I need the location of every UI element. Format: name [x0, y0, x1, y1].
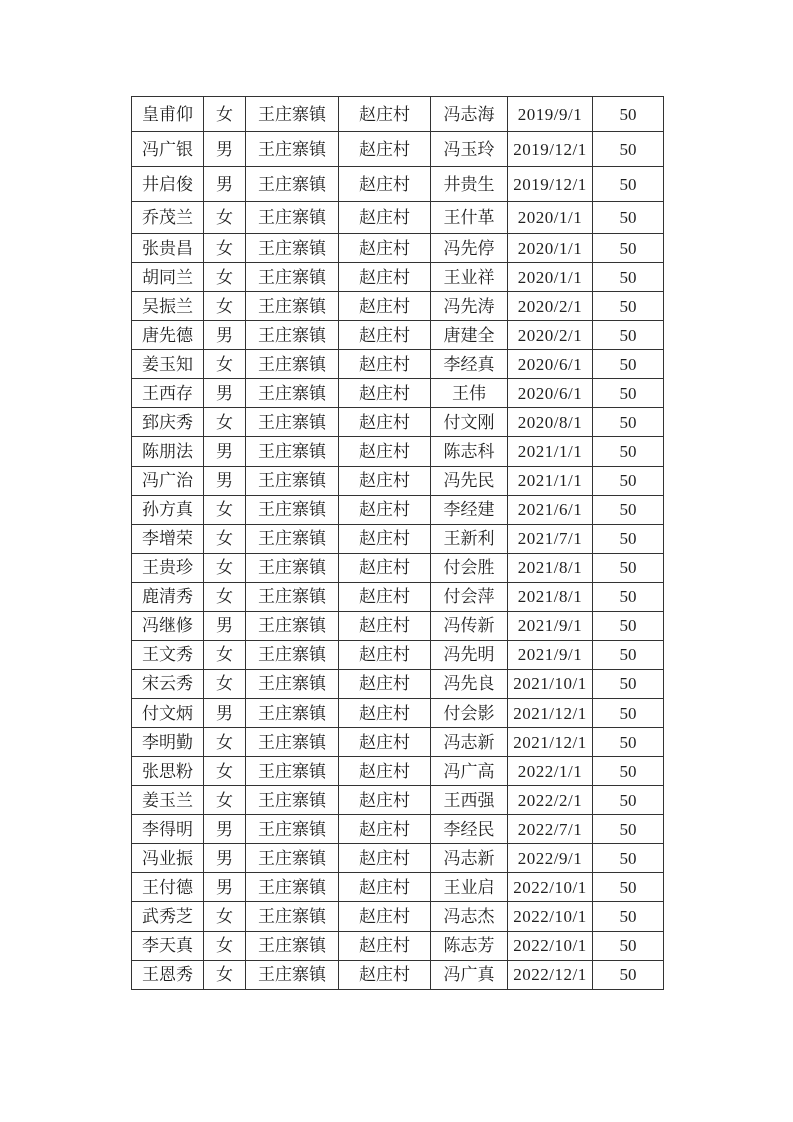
table-cell-name: 皇甫仰: [132, 97, 204, 132]
table-cell-town: 王庄寨镇: [246, 699, 339, 728]
table-cell-name: 冯继修: [132, 611, 204, 640]
table-cell-name: 郅庆秀: [132, 408, 204, 437]
table-cell-town: 王庄寨镇: [246, 379, 339, 408]
table-cell-name: 王文秀: [132, 640, 204, 669]
table-row: [132, 202, 664, 234]
table-row: [132, 466, 664, 495]
table-cell-village: 赵庄村: [339, 350, 431, 379]
table-row: [132, 728, 664, 757]
table-cell-town: 王庄寨镇: [246, 495, 339, 524]
table-row: [132, 553, 664, 582]
table-cell-gender: 女: [204, 350, 246, 379]
table-cell-contact-name: 冯先停: [431, 234, 508, 263]
table-cell-town: 王庄寨镇: [246, 757, 339, 786]
table-cell-date: 2020/2/1: [508, 292, 593, 321]
table-cell-town: 王庄寨镇: [246, 132, 339, 167]
table-cell-date: 2021/12/1: [508, 728, 593, 757]
table-cell-amount: 50: [593, 873, 664, 902]
table-cell-gender: 女: [204, 728, 246, 757]
table-cell-name: 李天真: [132, 931, 204, 960]
table-cell-amount: 50: [593, 379, 664, 408]
table-cell-town: 王庄寨镇: [246, 582, 339, 611]
table-cell-date: 2020/1/1: [508, 202, 593, 234]
table-cell-gender: 男: [204, 466, 246, 495]
table-row: [132, 167, 664, 202]
table-cell-gender: 女: [204, 495, 246, 524]
table-cell-town: 王庄寨镇: [246, 611, 339, 640]
table-row: [132, 321, 664, 350]
table-cell-amount: 50: [593, 321, 664, 350]
table-cell-village: 赵庄村: [339, 699, 431, 728]
table-cell-town: 王庄寨镇: [246, 728, 339, 757]
table-cell-village: 赵庄村: [339, 960, 431, 989]
table-row: [132, 97, 664, 132]
table-cell-contact-name: 冯志海: [431, 97, 508, 132]
table-cell-amount: 50: [593, 466, 664, 495]
table-cell-date: 2021/12/1: [508, 699, 593, 728]
table-cell-village: 赵庄村: [339, 234, 431, 263]
table-cell-contact-name: 冯先明: [431, 640, 508, 669]
table-row: [132, 902, 664, 931]
table-cell-town: 王庄寨镇: [246, 640, 339, 669]
table-row: [132, 757, 664, 786]
table-cell-gender: 女: [204, 524, 246, 553]
table-cell-village: 赵庄村: [339, 931, 431, 960]
table-cell-amount: 50: [593, 408, 664, 437]
table-cell-town: 王庄寨镇: [246, 97, 339, 132]
table-cell-town: 王庄寨镇: [246, 202, 339, 234]
table-cell-amount: 50: [593, 728, 664, 757]
table-row: [132, 786, 664, 815]
table-cell-gender: 女: [204, 292, 246, 321]
table-cell-name: 王贵珍: [132, 553, 204, 582]
table-row: [132, 699, 664, 728]
table-cell-gender: 女: [204, 931, 246, 960]
table-cell-town: 王庄寨镇: [246, 234, 339, 263]
table-cell-name: 李增荣: [132, 524, 204, 553]
table-cell-gender: 女: [204, 786, 246, 815]
table-cell-gender: 男: [204, 379, 246, 408]
table-cell-contact-name: 付文刚: [431, 408, 508, 437]
table-cell-town: 王庄寨镇: [246, 437, 339, 466]
table-cell-contact-name: 冯志新: [431, 728, 508, 757]
table-cell-town: 王庄寨镇: [246, 167, 339, 202]
table-cell-gender: 男: [204, 873, 246, 902]
table-cell-name: 姜玉知: [132, 350, 204, 379]
table-cell-amount: 50: [593, 582, 664, 611]
table-cell-name: 李明勤: [132, 728, 204, 757]
table-cell-gender: 男: [204, 437, 246, 466]
table-cell-contact-name: 冯先良: [431, 669, 508, 698]
table-cell-amount: 50: [593, 350, 664, 379]
table-cell-name: 宋云秀: [132, 669, 204, 698]
table-row: [132, 132, 664, 167]
table-cell-gender: 男: [204, 611, 246, 640]
table-cell-contact-name: 付会影: [431, 699, 508, 728]
table-cell-town: 王庄寨镇: [246, 350, 339, 379]
table-cell-contact-name: 王业祥: [431, 263, 508, 292]
table-cell-name: 王西存: [132, 379, 204, 408]
table-cell-date: 2019/12/1: [508, 132, 593, 167]
table-cell-village: 赵庄村: [339, 902, 431, 931]
table-cell-gender: 男: [204, 167, 246, 202]
table-cell-name: 乔茂兰: [132, 202, 204, 234]
table-cell-village: 赵庄村: [339, 757, 431, 786]
table-cell-town: 王庄寨镇: [246, 524, 339, 553]
table-cell-contact-name: 井贵生: [431, 167, 508, 202]
table-cell-amount: 50: [593, 640, 664, 669]
table-cell-amount: 50: [593, 611, 664, 640]
table-cell-amount: 50: [593, 553, 664, 582]
table-cell-contact-name: 王伟: [431, 379, 508, 408]
table-cell-village: 赵庄村: [339, 132, 431, 167]
table-cell-contact-name: 李经建: [431, 495, 508, 524]
table-cell-amount: 50: [593, 132, 664, 167]
table-cell-gender: 女: [204, 408, 246, 437]
table-row: [132, 844, 664, 873]
table-row: [132, 234, 664, 263]
table-cell-village: 赵庄村: [339, 379, 431, 408]
table-row: [132, 960, 664, 989]
table-row: [132, 582, 664, 611]
table-cell-name: 王付德: [132, 873, 204, 902]
table-row: [132, 263, 664, 292]
table-cell-gender: 女: [204, 582, 246, 611]
table-cell-date: 2020/1/1: [508, 234, 593, 263]
table-cell-gender: 男: [204, 132, 246, 167]
table-cell-amount: 50: [593, 97, 664, 132]
table-cell-name: 冯广银: [132, 132, 204, 167]
table-cell-date: 2022/12/1: [508, 960, 593, 989]
table-row: [132, 815, 664, 844]
table-cell-name: 王恩秀: [132, 960, 204, 989]
table-cell-name: 胡同兰: [132, 263, 204, 292]
table-cell-town: 王庄寨镇: [246, 960, 339, 989]
table-cell-date: 2022/1/1: [508, 757, 593, 786]
table-cell-name: 陈朋法: [132, 437, 204, 466]
table-cell-contact-name: 冯玉玲: [431, 132, 508, 167]
table-cell-contact-name: 王西强: [431, 786, 508, 815]
table-cell-date: 2020/2/1: [508, 321, 593, 350]
table-cell-village: 赵庄村: [339, 611, 431, 640]
table-cell-village: 赵庄村: [339, 408, 431, 437]
table-cell-town: 王庄寨镇: [246, 931, 339, 960]
table-row: [132, 611, 664, 640]
table-cell-amount: 50: [593, 167, 664, 202]
table-cell-town: 王庄寨镇: [246, 844, 339, 873]
table-cell-date: 2021/9/1: [508, 611, 593, 640]
table-cell-amount: 50: [593, 669, 664, 698]
table-cell-amount: 50: [593, 844, 664, 873]
table-cell-amount: 50: [593, 263, 664, 292]
table-cell-date: 2021/10/1: [508, 669, 593, 698]
table-cell-village: 赵庄村: [339, 495, 431, 524]
table-cell-date: 2020/1/1: [508, 263, 593, 292]
table-cell-contact-name: 陈志芳: [431, 931, 508, 960]
table-cell-amount: 50: [593, 757, 664, 786]
table-cell-village: 赵庄村: [339, 553, 431, 582]
table-row: [132, 437, 664, 466]
table-cell-date: 2020/6/1: [508, 350, 593, 379]
table-cell-amount: 50: [593, 902, 664, 931]
table-cell-village: 赵庄村: [339, 786, 431, 815]
table-cell-gender: 女: [204, 263, 246, 292]
table-cell-amount: 50: [593, 699, 664, 728]
table-cell-village: 赵庄村: [339, 640, 431, 669]
table-cell-amount: 50: [593, 786, 664, 815]
table-row: [132, 408, 664, 437]
table-cell-village: 赵庄村: [339, 728, 431, 757]
table-cell-name: 武秀芝: [132, 902, 204, 931]
table-cell-name: 付文炳: [132, 699, 204, 728]
table-cell-town: 王庄寨镇: [246, 815, 339, 844]
table-cell-contact-name: 李经真: [431, 350, 508, 379]
table-cell-name: 张贵昌: [132, 234, 204, 263]
table-cell-town: 王庄寨镇: [246, 466, 339, 495]
table-cell-village: 赵庄村: [339, 97, 431, 132]
table-cell-date: 2021/8/1: [508, 553, 593, 582]
table-cell-gender: 女: [204, 960, 246, 989]
table-cell-village: 赵庄村: [339, 582, 431, 611]
table-cell-gender: 女: [204, 553, 246, 582]
table-cell-village: 赵庄村: [339, 815, 431, 844]
table-cell-date: 2022/10/1: [508, 902, 593, 931]
table-cell-amount: 50: [593, 815, 664, 844]
table-cell-town: 王庄寨镇: [246, 553, 339, 582]
table-cell-contact-name: 付会萍: [431, 582, 508, 611]
table-cell-amount: 50: [593, 931, 664, 960]
table-cell-contact-name: 王什革: [431, 202, 508, 234]
table-cell-gender: 女: [204, 234, 246, 263]
table-cell-town: 王庄寨镇: [246, 321, 339, 350]
table-cell-name: 吴振兰: [132, 292, 204, 321]
table-cell-gender: 女: [204, 97, 246, 132]
table-cell-village: 赵庄村: [339, 844, 431, 873]
table-cell-date: 2022/2/1: [508, 786, 593, 815]
table-cell-name: 唐先德: [132, 321, 204, 350]
table-cell-amount: 50: [593, 292, 664, 321]
table-cell-village: 赵庄村: [339, 669, 431, 698]
table-cell-date: 2022/10/1: [508, 873, 593, 902]
table-cell-village: 赵庄村: [339, 321, 431, 350]
table-cell-date: 2022/9/1: [508, 844, 593, 873]
table-cell-gender: 男: [204, 321, 246, 350]
table-row: [132, 379, 664, 408]
table-cell-contact-name: 陈志科: [431, 437, 508, 466]
table-cell-date: 2021/9/1: [508, 640, 593, 669]
table-cell-contact-name: 冯广真: [431, 960, 508, 989]
table-cell-name: 孙方真: [132, 495, 204, 524]
table-cell-date: 2021/6/1: [508, 495, 593, 524]
table-cell-name: 姜玉兰: [132, 786, 204, 815]
table-cell-date: 2021/1/1: [508, 466, 593, 495]
table-cell-date: 2022/7/1: [508, 815, 593, 844]
table-cell-name: 李得明: [132, 815, 204, 844]
table-cell-date: 2021/7/1: [508, 524, 593, 553]
table-cell-amount: 50: [593, 202, 664, 234]
table-cell-contact-name: 付会胜: [431, 553, 508, 582]
table-cell-contact-name: 冯先涛: [431, 292, 508, 321]
table-cell-gender: 女: [204, 202, 246, 234]
table-row: [132, 350, 664, 379]
table-row: [132, 292, 664, 321]
table-cell-contact-name: 李经民: [431, 815, 508, 844]
table-row: [132, 640, 664, 669]
table-cell-contact-name: 冯传新: [431, 611, 508, 640]
table-cell-amount: 50: [593, 524, 664, 553]
table-cell-contact-name: 冯志杰: [431, 902, 508, 931]
table-cell-amount: 50: [593, 437, 664, 466]
table-cell-village: 赵庄村: [339, 466, 431, 495]
table-cell-contact-name: 冯广高: [431, 757, 508, 786]
table-cell-town: 王庄寨镇: [246, 669, 339, 698]
table-cell-village: 赵庄村: [339, 263, 431, 292]
table-cell-village: 赵庄村: [339, 524, 431, 553]
table-cell-gender: 女: [204, 640, 246, 669]
table-cell-town: 王庄寨镇: [246, 873, 339, 902]
table-cell-village: 赵庄村: [339, 167, 431, 202]
table-cell-town: 王庄寨镇: [246, 786, 339, 815]
table-row: [132, 873, 664, 902]
table-cell-amount: 50: [593, 495, 664, 524]
table-cell-gender: 男: [204, 699, 246, 728]
table-cell-name: 冯业振: [132, 844, 204, 873]
table-cell-contact-name: 冯志新: [431, 844, 508, 873]
table-cell-village: 赵庄村: [339, 202, 431, 234]
table-cell-contact-name: 冯先民: [431, 466, 508, 495]
table-row: [132, 931, 664, 960]
table-cell-name: 冯广治: [132, 466, 204, 495]
table-row: [132, 495, 664, 524]
table-cell-village: 赵庄村: [339, 292, 431, 321]
table-row: [132, 524, 664, 553]
table-cell-date: 2019/9/1: [508, 97, 593, 132]
table-cell-town: 王庄寨镇: [246, 263, 339, 292]
table-cell-town: 王庄寨镇: [246, 408, 339, 437]
beneficiary-table: [131, 96, 664, 990]
table-cell-village: 赵庄村: [339, 873, 431, 902]
beneficiary-table-body: [132, 97, 664, 990]
table-cell-gender: 女: [204, 669, 246, 698]
table-cell-gender: 女: [204, 902, 246, 931]
table-cell-date: 2020/8/1: [508, 408, 593, 437]
table-cell-date: 2019/12/1: [508, 167, 593, 202]
table-cell-contact-name: 唐建全: [431, 321, 508, 350]
table-cell-town: 王庄寨镇: [246, 292, 339, 321]
table-cell-contact-name: 王业启: [431, 873, 508, 902]
table-cell-name: 井启俊: [132, 167, 204, 202]
table-cell-gender: 女: [204, 757, 246, 786]
table-cell-town: 王庄寨镇: [246, 902, 339, 931]
table-cell-date: 2020/6/1: [508, 379, 593, 408]
table-cell-name: 张思粉: [132, 757, 204, 786]
table-cell-amount: 50: [593, 960, 664, 989]
table-cell-date: 2022/10/1: [508, 931, 593, 960]
table-cell-date: 2021/1/1: [508, 437, 593, 466]
table-cell-amount: 50: [593, 234, 664, 263]
table-cell-name: 鹿清秀: [132, 582, 204, 611]
table-row: [132, 669, 664, 698]
table-cell-gender: 男: [204, 844, 246, 873]
table-cell-contact-name: 王新利: [431, 524, 508, 553]
table-cell-village: 赵庄村: [339, 437, 431, 466]
table-cell-date: 2021/8/1: [508, 582, 593, 611]
table-cell-gender: 男: [204, 815, 246, 844]
